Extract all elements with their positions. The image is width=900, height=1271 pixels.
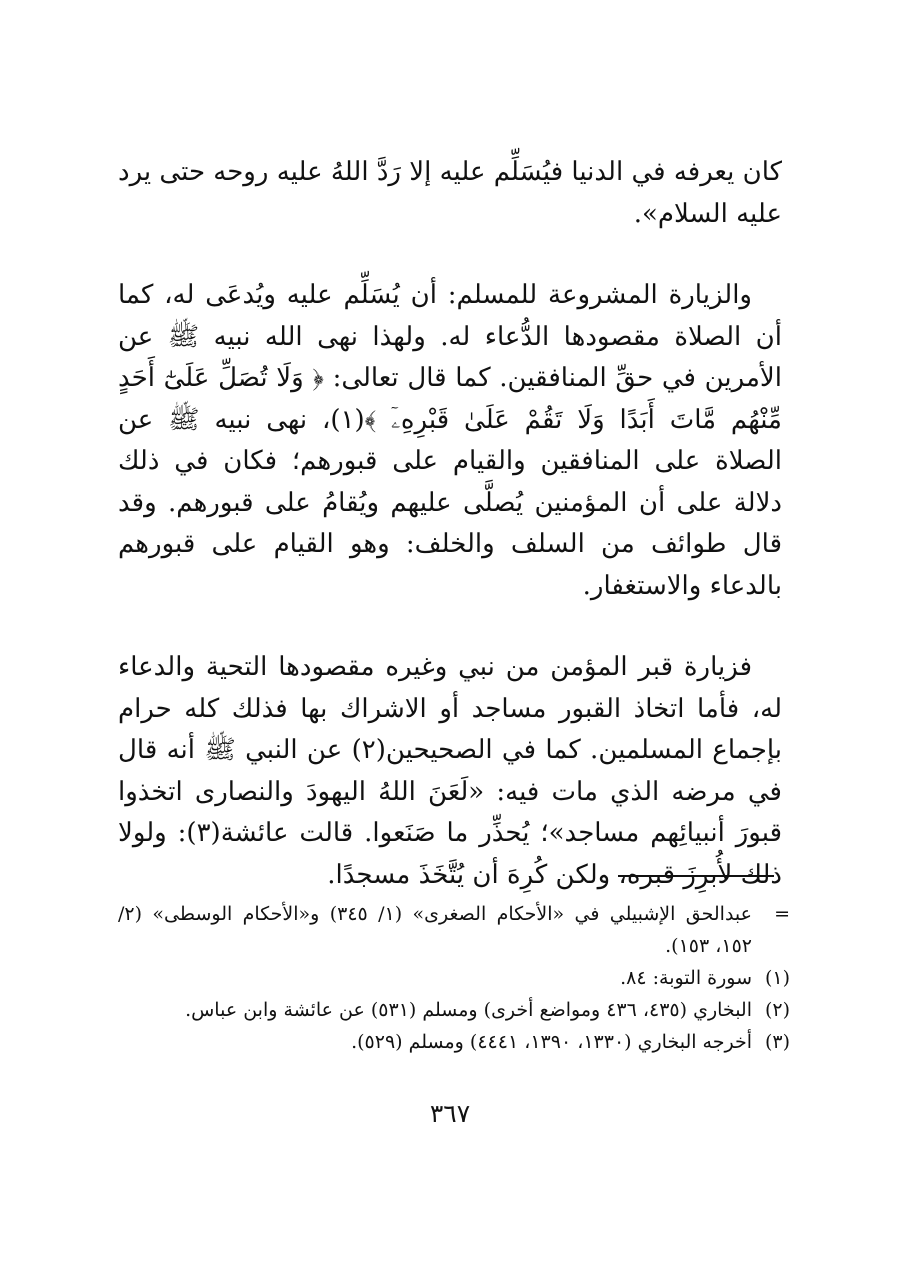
footnote-mark: (١) — [764, 967, 790, 989]
footnote-3 — [118, 1026, 790, 1058]
page-number: ٣٦٧ — [429, 1099, 471, 1128]
footnote-divider — [618, 875, 774, 877]
paragraph-1: كان يعرفه في الدنيا فيُسَلِّم عليه إلا رَدَّ اللهُ عليه روحه حتى يرد عليه السلام». — [118, 157, 782, 229]
footnote-mark: (٢) — [764, 999, 790, 1021]
footnote-1 — [118, 962, 790, 994]
footnote-mark: (٣) — [764, 1031, 790, 1053]
footnote-text: أخرجه البخاري (١٣٣٠، ١٣٩٠، ٤٤٤١) ومسلم (٥٢٩). — [351, 1031, 752, 1053]
footnote-text: البخاري (٤٣٥، ٤٣٦ ومواضع أخرى) ومسلم (٥٣١) عن عائشة وابن عباس. — [185, 999, 752, 1021]
paragraph-gap — [118, 235, 782, 275]
main-text — [118, 152, 782, 896]
footnote-mark: = — [774, 903, 790, 925]
footnotes — [118, 898, 790, 1058]
paragraph-gap — [118, 607, 782, 647]
paragraph-3: فزيارة قبر المؤمن من نبي وغيره مقصودها التحية والدعاء له، فأما اتخاذ القبور مساجد أو الاشراك بها فذلك كله حرام بإجماع المسلمين. كما في الصحيحين(٢) عن النبي ﷺ أنه قال في مرضه الذي مات فيه: «لَعَنَ اللهُ اليهودَ والنصارى اتخذوا قبورَ أنبيائِهم مساجد»؛ يُحذِّر ما صَنَعوا. قالت عائشة(٣): ولولا ذلك لأُبرِزَ قبره، ولكن كُرِهَ أن يُتَّخَذَ مسجدًا. — [118, 652, 783, 890]
footnote-text: عبدالحق الإشبيلي في «الأحكام الصغرى» (١/ ٣٤٥) و«الأحكام الوسطى» (٢/ ١٥٢، ١٥٣). — [118, 903, 752, 957]
paragraph-2: والزيارة المشروعة للمسلم: أن يُسَلِّم عليه ويُدعَى له، كما أن الصلاة مقصودها الدُّعاء له. ولهذا نهى الله نبيه ﷺ عن الأمرين في حقِّ المنافقين. كما قال تعالى: ﴿ وَلَا تُصَلِّ عَلَىٰٓ أَحَدٍ مِّنْهُم مَّاتَ أَبَدًا وَلَا تَقُمْ عَلَىٰ قَبْرِهِۦٓ ﴾(١)، نهى نبيه ﷺ عن الصلاة على المنافقين والقيام على قبورهم؛ فكان في ذلك دلالة على أن المؤمنين يُصلَّى عليهم ويُقامُ على قبورهم. وقد قال طوائف من السلف والخلف: وهو القيام على قبورهم بالدعاء والاستغفار. — [118, 280, 782, 601]
footnote-2 — [118, 994, 790, 1026]
footnote-continued — [118, 898, 790, 962]
footnote-text: سورة التوبة: ٨٤. — [620, 967, 752, 989]
